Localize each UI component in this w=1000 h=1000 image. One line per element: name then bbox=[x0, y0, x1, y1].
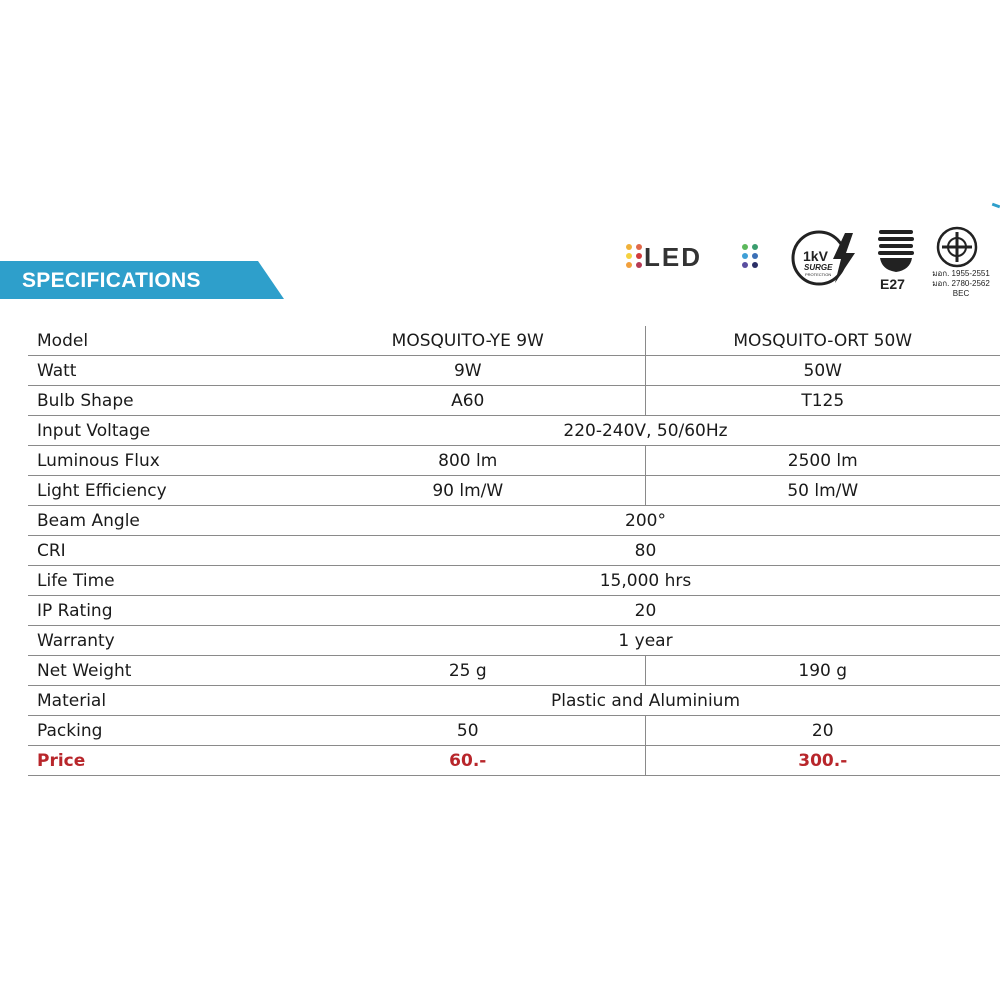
surge-main-text: 1kV bbox=[803, 248, 828, 264]
spec-value-shared: 1 year bbox=[291, 626, 1000, 656]
spec-label: IP Rating bbox=[28, 596, 291, 626]
spec-row bbox=[28, 416, 1000, 446]
spec-row bbox=[28, 476, 1000, 506]
tis-line-2: มอก. 2780-2562 bbox=[932, 279, 990, 288]
spec-label: Luminous Flux bbox=[28, 446, 291, 476]
spec-label: Material bbox=[28, 686, 291, 716]
spec-row bbox=[28, 536, 1000, 566]
spec-value-model-1: 90 lm/W bbox=[291, 476, 645, 506]
bulb-socket-icon bbox=[874, 226, 920, 276]
spec-label: Price bbox=[28, 746, 291, 776]
specifications-table bbox=[28, 326, 1000, 776]
spec-value-model-2: 190 g bbox=[645, 656, 1000, 686]
corner-accent-mark bbox=[992, 203, 1000, 209]
spec-row bbox=[28, 446, 1000, 476]
spec-row bbox=[28, 596, 1000, 626]
led-dots-right-icon bbox=[742, 244, 762, 270]
led-label: LED bbox=[644, 242, 702, 272]
tis-line-1: มอก. 1955-2551 bbox=[932, 269, 990, 278]
spec-label: Model bbox=[28, 326, 291, 356]
spec-label: Bulb Shape bbox=[28, 386, 291, 416]
spec-value-model-1: 50 bbox=[291, 716, 645, 746]
spec-row bbox=[28, 356, 1000, 386]
spec-value-model-1: A60 bbox=[291, 386, 645, 416]
spec-value-shared: 15,000 hrs bbox=[291, 566, 1000, 596]
spec-value-model-2: 20 bbox=[645, 716, 1000, 746]
spec-value-shared: 220-240V, 50/60Hz bbox=[291, 416, 1000, 446]
socket-label: E27 bbox=[880, 276, 905, 292]
spec-value-model-1: 25 g bbox=[291, 656, 645, 686]
led-badge bbox=[624, 242, 770, 272]
spec-value-model-1: 800 lm bbox=[291, 446, 645, 476]
spec-label: Packing bbox=[28, 716, 291, 746]
spec-value-model-2: T125 bbox=[645, 386, 1000, 416]
spec-row bbox=[28, 686, 1000, 716]
spec-label: CRI bbox=[28, 536, 291, 566]
spec-value-shared: Plastic and Aluminium bbox=[291, 686, 1000, 716]
spec-value-shared: 80 bbox=[291, 536, 1000, 566]
spec-label: Net Weight bbox=[28, 656, 291, 686]
spec-value-model-1: 60.- bbox=[291, 746, 645, 776]
surge-protection-icon bbox=[789, 225, 861, 289]
spec-label: Light Efficiency bbox=[28, 476, 291, 506]
surge-protection-badge bbox=[789, 225, 861, 289]
spec-row bbox=[28, 326, 1000, 356]
spec-value-model-2: 50 lm/W bbox=[645, 476, 1000, 506]
spec-row bbox=[28, 386, 1000, 416]
spec-label: Warranty bbox=[28, 626, 291, 656]
spec-value-model-1: 9W bbox=[291, 356, 645, 386]
spec-value-model-1: MOSQUITO-YE 9W bbox=[291, 326, 645, 356]
spec-row bbox=[28, 566, 1000, 596]
spec-row bbox=[28, 656, 1000, 686]
spec-row bbox=[28, 746, 1000, 776]
surge-sub-text: SURGE bbox=[804, 263, 833, 272]
tis-certification-badge bbox=[922, 226, 1000, 306]
tis-mark-icon bbox=[922, 226, 1000, 268]
spec-row bbox=[28, 506, 1000, 536]
spec-value-model-2: MOSQUITO-ORT 50W bbox=[645, 326, 1000, 356]
e27-socket-badge bbox=[874, 226, 920, 296]
spec-value-model-2: 2500 lm bbox=[645, 446, 1000, 476]
tis-line-3: BEC bbox=[952, 289, 970, 298]
specifications-title: SPECIFICATIONS bbox=[22, 269, 201, 292]
spec-label: Beam Angle bbox=[28, 506, 291, 536]
spec-row bbox=[28, 626, 1000, 656]
spec-label: Input Voltage bbox=[28, 416, 291, 446]
spec-label: Watt bbox=[28, 356, 291, 386]
spec-value-model-2: 50W bbox=[645, 356, 1000, 386]
surge-small-text: PROTECTION bbox=[805, 272, 832, 277]
spec-value-shared: 200° bbox=[291, 506, 1000, 536]
spec-value-shared: 20 bbox=[291, 596, 1000, 626]
led-dots-left-icon bbox=[626, 244, 646, 270]
spec-label: Life Time bbox=[28, 566, 291, 596]
spec-value-model-2: 300.- bbox=[645, 746, 1000, 776]
spec-row bbox=[28, 716, 1000, 746]
